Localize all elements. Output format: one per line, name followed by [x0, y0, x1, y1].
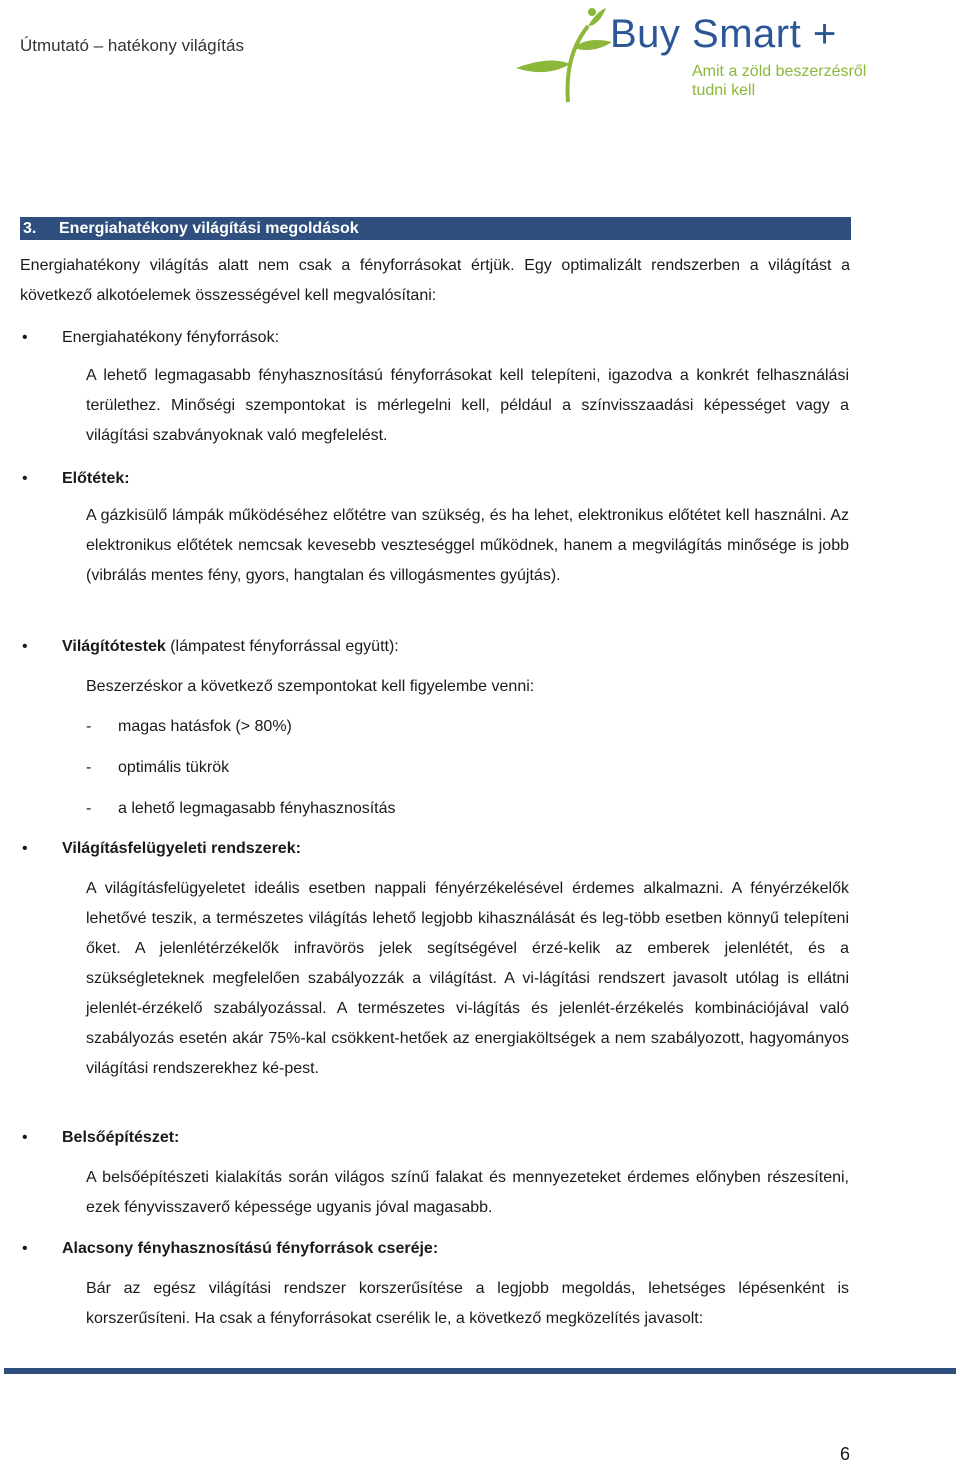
page-number: 6	[839, 1444, 850, 1464]
running-title: Útmutató – hatékony világítás	[20, 36, 244, 55]
bullet-marker: •	[22, 470, 28, 487]
footer-rule	[4, 1368, 956, 1374]
item-title-bold: Világítótestek	[62, 638, 166, 655]
dash-item-text: magas hatásfok (> 80%)	[118, 718, 292, 735]
item-title: Világításfelügyeleti rendszerek:	[62, 840, 301, 857]
dash-item-text: a lehető legmagasabb fényhasznosítás	[118, 800, 396, 817]
dash-item-text: optimális tükrök	[118, 759, 230, 776]
logo-tagline	[692, 62, 866, 100]
item-title: Energiahatékony fényforrások:	[62, 329, 280, 346]
item-text: A lehető legmagasabb fényhasznosítású fényforrásokat kell telepíteni, igazodva a konkrét felhasználási területhez. Minőségi szempontokat is mérlegelni kell, például a színvisszaadási képességet vagy a világítási szabványoknak való megfelelést.	[86, 367, 849, 444]
item-title: Alacsony fényhasznosítású fényforrások cseréje:	[62, 1240, 439, 1257]
dash-list-item	[86, 758, 229, 778]
bullet-marker: •	[22, 840, 28, 857]
logo-name: Buy Smart +	[610, 12, 837, 56]
bullet-marker: •	[22, 329, 28, 346]
item-text: A világításfelügyeletet ideális esetben nappali fényérzékelésével érdemes alkalmazni. A fényérzékelők lehetővé teszik, a természetes világítás lehető legjobb kihasználását és leg-több esetben könnyű telepíteni őket. A jelenlétérzékelők infravörös jelek segítségével érzé-kelik az emberek jelenlétét, és a szükségleteknek megfelelően szabályozzák a világítást. A vi-lágítási rendszert javasolt utólag is ellátni jelenlét-érzékelő szabályozással. A természetes vi-lágítás és jelenlét-érzékelés kombinációjával való szabályozás esetén akár 75%-kal csökkent-hetőek az energiaköltségek a nem szabályozott, hagyományos világítási rendszerekhez ké-pest.	[86, 880, 849, 1077]
section-number: 3.	[23, 220, 37, 237]
bullet-marker: •	[22, 638, 28, 655]
section-heading	[20, 217, 851, 240]
dash-marker: -	[86, 800, 92, 817]
item-title: Előtétek:	[62, 470, 130, 487]
bullet-marker: •	[22, 1129, 28, 1146]
item-title-rest: (lámpatest fényforrással együtt):	[165, 638, 399, 655]
logo-tagline-line: Amit a zöld beszerzésről	[692, 63, 867, 80]
item-text: A gázkisülő lámpák működéséhez előtétre van szükség, és ha lehet, elektronikus előtétet kell használni. Az elektronikus előtétek nemcsak kevesebb veszteséggel működnek, hanem a megvilágítás minősége is jobb (vibrálás mentes fény, gyors, hangtalan és villogásmentes gyújtás).	[86, 507, 849, 584]
bullet-marker: •	[22, 1240, 28, 1257]
leaf-logo-icon	[508, 4, 618, 104]
intro-paragraph: Energiahatékony világítás alatt nem csak a fényforrásokat értjük. Egy optimalizált rendszerben a világítást a következő alkotóelemek összességével kell megvalósítani:	[20, 257, 850, 304]
dash-marker: -	[86, 759, 92, 776]
dash-list-item	[86, 717, 292, 737]
buy-smart-logo	[508, 4, 908, 104]
item-title	[62, 637, 399, 657]
logo-tagline-line: tudni kell	[692, 82, 756, 99]
item-text: Beszerzéskor a következő szempontokat kell figyelembe venni:	[86, 678, 535, 695]
dash-list-item	[86, 799, 396, 819]
item-title: Belsőépítészet:	[62, 1129, 180, 1146]
item-text: Bár az egész világítási rendszer korszerűsítése a legjobb megoldás, lehetséges lépésenként is korszerűsíteni. Ha csak a fényforrásokat cserélik le, a következő megközelítés javasolt:	[86, 1280, 849, 1327]
section-title: Energiahatékony világítási megoldások	[59, 220, 359, 237]
dash-marker: -	[86, 718, 92, 735]
item-text: A belsőépítészeti kialakítás során világos színű falakat és mennyezeteket érdemes előnyben részesíteni, ezek fényvisszaverő képessége ugyanis jóval magasabb.	[86, 1169, 849, 1216]
